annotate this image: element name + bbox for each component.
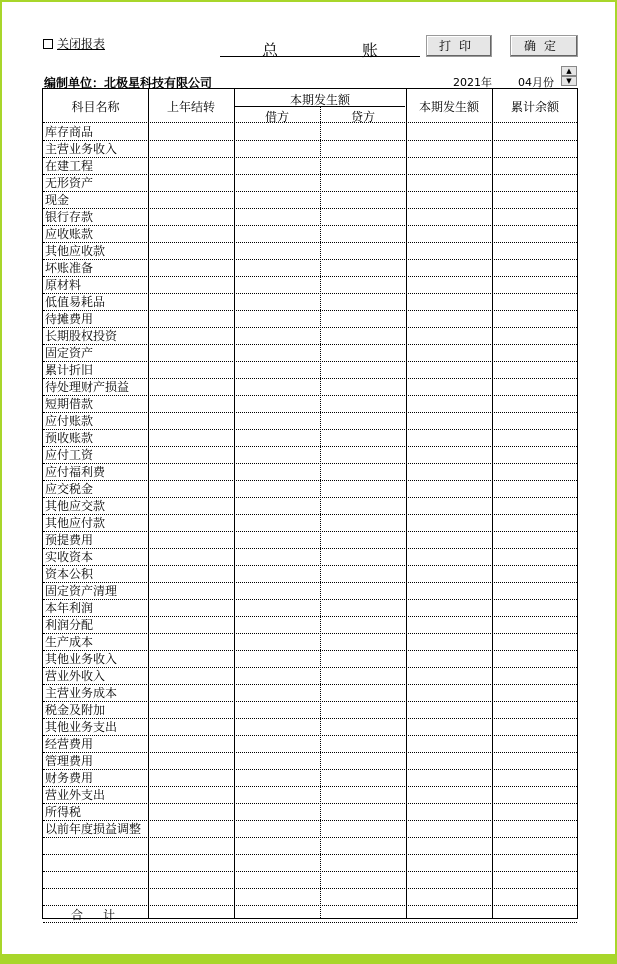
table-row-label: 经营费用 — [45, 737, 94, 751]
row-separator — [43, 412, 577, 413]
row-separator — [43, 582, 577, 583]
col-current-header: 本期发生额 — [418, 100, 479, 114]
table-row-label: 税金及附加 — [45, 703, 106, 717]
table-row-label: 现金 — [45, 193, 70, 207]
table-row-label: 无形资产 — [45, 176, 94, 190]
table-row-label: 短期借款 — [45, 397, 94, 411]
row-separator — [43, 752, 577, 753]
row-separator — [43, 684, 577, 685]
row-separator — [43, 837, 577, 838]
row-separator — [43, 548, 577, 549]
table-row-label: 应付工资 — [45, 448, 94, 462]
col-divider — [492, 89, 493, 918]
table-row-label: 低值易耗品 — [45, 295, 106, 309]
table-row-label: 待摊费用 — [45, 312, 94, 326]
row-separator — [43, 514, 577, 515]
close-report-link[interactable] — [43, 35, 105, 52]
table-row-label: 固定资产 — [45, 346, 94, 360]
table-row-label: 财务费用 — [45, 771, 94, 785]
table-row-label: 营业外支出 — [45, 788, 106, 802]
row-separator — [43, 225, 577, 226]
table-row-label: 营业外收入 — [45, 669, 106, 683]
col-subject-header: 科目名称 — [71, 100, 120, 114]
row-separator — [43, 344, 577, 345]
table-row-label: 累计折旧 — [45, 363, 94, 377]
table-row-label: 其他应付款 — [45, 516, 106, 530]
organization-label: 编制单位：北极星科技有限公司 — [44, 76, 213, 90]
table-row-label: 资本公积 — [45, 567, 94, 581]
row-separator — [43, 463, 577, 464]
col-debit-header: 借方 — [264, 110, 289, 124]
row-separator — [43, 701, 577, 702]
table-row-label: 库存商品 — [45, 125, 94, 139]
row-separator — [43, 174, 577, 175]
row-separator — [43, 633, 577, 634]
col-credit-header: 贷方 — [350, 110, 375, 124]
table-row-label: 银行存款 — [45, 210, 94, 224]
table-row-label: 原材料 — [45, 278, 82, 292]
row-separator — [43, 769, 577, 770]
col-divider — [148, 89, 149, 918]
table-row-label: 应付福利费 — [45, 465, 106, 479]
table-row-label: 待处理财产损益 — [45, 380, 130, 394]
row-separator — [43, 191, 577, 192]
table-row-label: 坏账准备 — [45, 261, 94, 275]
table-row-label: 应付账款 — [45, 414, 94, 428]
row-separator — [43, 565, 577, 566]
close-report-label: 关闭报表 — [57, 37, 106, 51]
print-button[interactable]: 打印 — [426, 35, 492, 57]
row-separator — [43, 599, 577, 600]
row-separator — [43, 242, 577, 243]
col-current-group-header: 本期发生额 — [289, 93, 350, 107]
row-separator — [43, 327, 577, 328]
col-divider — [406, 89, 407, 918]
month-label: 04月份 — [518, 76, 554, 89]
table-row-label: 预收账款 — [45, 431, 94, 445]
row-separator — [43, 429, 577, 430]
year-label: 2021年 — [453, 76, 492, 89]
row-separator — [43, 480, 577, 481]
row-separator — [43, 888, 577, 889]
table-row-label: 本年利润 — [45, 601, 94, 615]
month-down-button[interactable]: ▼ — [561, 76, 577, 86]
table-row-label: 在建工程 — [45, 159, 94, 173]
row-separator — [43, 293, 577, 294]
table-row-label: 主营业务收入 — [45, 142, 118, 156]
row-separator — [43, 735, 577, 736]
row-separator — [43, 497, 577, 498]
row-separator — [43, 531, 577, 532]
table-row-label: 其他业务支出 — [45, 720, 118, 734]
row-separator — [43, 854, 577, 855]
col-divider — [320, 106, 321, 918]
checkbox-icon — [43, 39, 53, 49]
table-row-label: 预提费用 — [45, 533, 94, 547]
row-separator — [43, 650, 577, 651]
col-balance-header: 累计余额 — [510, 100, 559, 114]
table-row-label: 固定资产清理 — [45, 584, 118, 598]
row-separator — [43, 786, 577, 787]
row-separator — [43, 871, 577, 872]
table-row-label: 生产成本 — [45, 635, 94, 649]
table-row-label: 实收资本 — [45, 550, 94, 564]
ledger-table — [42, 88, 578, 922]
table-row-label: 其他业务收入 — [45, 652, 118, 666]
table-row-label: 其他应交款 — [45, 499, 106, 513]
title-char-right: 账 — [362, 41, 379, 60]
confirm-button[interactable]: 确定 — [510, 35, 578, 57]
row-separator — [43, 140, 577, 141]
table-row-label: 所得税 — [45, 805, 82, 819]
col-divider — [234, 89, 235, 918]
row-separator — [43, 208, 577, 209]
table-row-label: 应交税金 — [45, 482, 94, 496]
table-row-label: 以前年度损益调整 — [45, 822, 142, 836]
row-separator — [43, 718, 577, 719]
table-row-label: 应收账款 — [45, 227, 94, 241]
row-separator — [43, 446, 577, 447]
title-char-left: 总 — [262, 41, 279, 60]
total-label: 合计 — [71, 908, 136, 922]
row-separator — [43, 259, 577, 260]
row-separator — [43, 361, 577, 362]
table-row-label: 利润分配 — [45, 618, 94, 632]
row-separator — [43, 803, 577, 804]
month-up-button[interactable]: ▲ — [561, 66, 577, 76]
row-separator — [43, 667, 577, 668]
table-row-label: 长期股权投资 — [45, 329, 118, 343]
report-title — [220, 38, 420, 60]
table-row-label: 主营业务成本 — [45, 686, 118, 700]
row-separator — [43, 395, 577, 396]
table-row-label: 管理费用 — [45, 754, 94, 768]
col-prev-header: 上年结转 — [166, 100, 215, 114]
row-separator — [43, 616, 577, 617]
row-separator — [43, 157, 577, 158]
row-separator — [43, 276, 577, 277]
table-row-label: 其他应收款 — [45, 244, 106, 258]
row-separator — [43, 310, 577, 311]
